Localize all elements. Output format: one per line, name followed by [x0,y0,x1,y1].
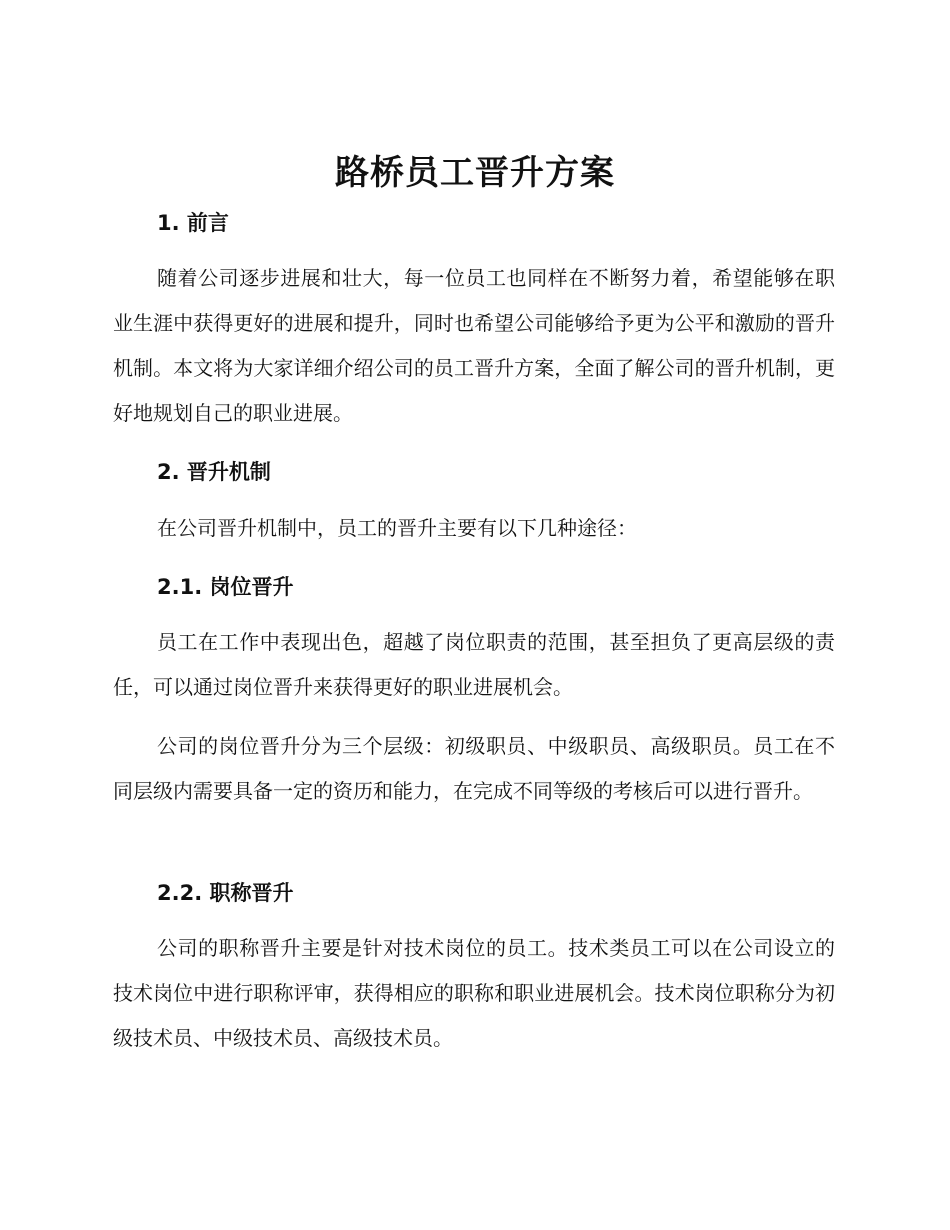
paragraph-position-promotion-2: 公司的岗位晋升分为三个层级：初级职员、中级职员、高级职员。员工在不同层级内需要具备一定的资历和能力，在完成不同等级的考核后可以进行晋升。 [113,734,835,803]
section-heading-position-promotion: 2.1. 岗位晋升 [157,575,294,599]
section-heading-preface: 1. 前言 [157,211,229,235]
section-heading-title-promotion: 2.2. 职称晋升 [157,881,294,905]
paragraph-preface: 随着公司逐步进展和壮大，每一位员工也同样在不断努力着，希望能够在职业生涯中获得更好的进展和提升，同时也希望公司能够给予更为公平和激励的晋升机制。本文将为大家详细介绍公司的员工晋升方案，全面了解公司的晋升机制，更好地规划自己的职业进展。 [113,266,835,425]
section-heading-promotion-mechanism: 2. 晋升机制 [157,460,271,484]
document-title: 路桥员工晋升方案 [335,153,615,193]
paragraph-title-promotion: 公司的职称晋升主要是针对技术岗位的员工。技术类员工可以在公司设立的技术岗位中进行职称评审，获得相应的职称和职业进展机会。技术岗位职称分为初级技术员、中级技术员、高级技术员。 [113,936,835,1050]
paragraph-position-promotion-1: 员工在工作中表现出色，超越了岗位职责的范围，甚至担负了更高层级的责任，可以通过岗位晋升来获得更好的职业进展机会。 [113,630,835,699]
paragraph-promotion-mechanism: 在公司晋升机制中，员工的晋升主要有以下几种途径： [157,516,637,540]
